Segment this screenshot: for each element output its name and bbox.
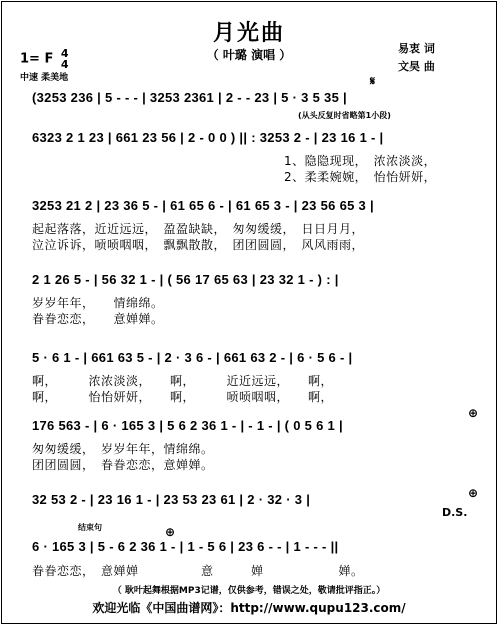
coda-icon-2: ⊕ (468, 486, 479, 500)
lyric-row-4-verse-2: 眷眷恋恋， 意婵婵。 (32, 312, 164, 326)
lyric-row-6-verse-1: 匆匆缓缓， 岁岁年年，情绵绵。 (32, 442, 214, 456)
notation-row-6: 176 563 - | 6 · 165 3 | 5 6 2 36 1 - | - 1 - | ( 0 5 6 1 | (32, 418, 343, 433)
site-credit: 欢迎光临《中国曲谱网》：http://www.qupu123.com/ (92, 601, 406, 615)
notation-row-5: 5 · 6 1 - | 661 63 5 - | 2 · 3 6 - | 661 63 2 - | 6 · 5 6 - | (32, 350, 353, 365)
tempo-marking: 中速 柔美地 (20, 73, 69, 83)
meter-top: 4 (60, 47, 69, 60)
meter-bottom: 4 (60, 58, 69, 71)
notation-row-8: 6 · 165 3 | 5 - 6 2 36 1 - | 1 - 5 6 | 23 6 - - | 1 - - - || (32, 539, 339, 554)
key-label: 1= F (20, 51, 54, 67)
lyric-row-8: 眷眷恋恋， 意婵婵 意 婵 婵。 (32, 564, 364, 578)
notation-row-1: (3253 236 | 5 - - - | 3253 2361 | 2 - - 23 | 5 · 3 5 35 | (32, 90, 347, 105)
ending-label: 结束句 (78, 523, 102, 532)
lyricist-credit: 易衷 词 (398, 42, 435, 55)
key-signature (20, 48, 69, 70)
coda-icon: ⊕ (468, 406, 479, 420)
song-title: 月光曲 (212, 21, 285, 46)
lyric-row-3-verse-1: 起起落落，近近远远， 盈盈缺缺， 匆匆缓缓， 日日月月， (32, 222, 365, 236)
score-page (1, 1, 497, 624)
notation-row-4: 2 1 26 5 - | 56 32 1 - | ( 56 17 65 63 | 23 32 1 - ) : | (32, 272, 339, 287)
notation-row-3: 3253 21 2 | 23 36 5 - | 61 65 6 - | 61 65 3 - | 23 56 65 3 | (32, 198, 374, 213)
composer-credit: 文昊 曲 (398, 60, 435, 73)
lyric-row-6-verse-2: 团团圆圆， 眷眷恋恋，意婵婵。 (32, 458, 214, 472)
notation-row-2: 6323 2 1 23 | 661 23 56 | 2 - 0 0 ) || : 3253 2 - | 23 16 1 - | (32, 130, 384, 145)
lyric-row-2-verse-2: 2、柔柔婉婉， 怡怡妍妍， (284, 170, 437, 184)
segno-icon: 𝄋 (370, 74, 376, 88)
disclaimer-text: （ 耿叶起舞根据MP3记谱，仅供参考，错误之处，敬请批评指正。） (112, 586, 386, 596)
coda-icon-3: ⊕ (165, 525, 176, 539)
ds-marking: D.S. (442, 506, 468, 519)
lyric-row-5-verse-2: 啊， 怡怡妍妍， 啊， 唝唝咽咽， 啊， (32, 390, 334, 404)
lyric-row-5-verse-1: 啊， 浓浓淡淡， 啊， 近近远远， 啊， (32, 374, 334, 388)
singer-credit: （ 叶璐 演唱 ） (206, 48, 292, 62)
lyric-row-4-verse-1: 岁岁年年， 情绵绵。 (32, 296, 164, 310)
repeat-note: (从头反复时省略第1小段) (298, 111, 391, 120)
lyric-row-3-verse-2: 泣泣诉诉，唝唝咽咽， 飘飘散散， 团团圆圆， 风风雨雨， (32, 238, 365, 252)
lyric-row-2-verse-1: 1、隐隐现现， 浓浓淡淡， (284, 154, 437, 168)
time-signature (61, 48, 69, 70)
notation-row-7: 32 53 2 - | 23 16 1 - | 23 53 23 61 | 2 · 32 · 3 | (32, 492, 311, 507)
